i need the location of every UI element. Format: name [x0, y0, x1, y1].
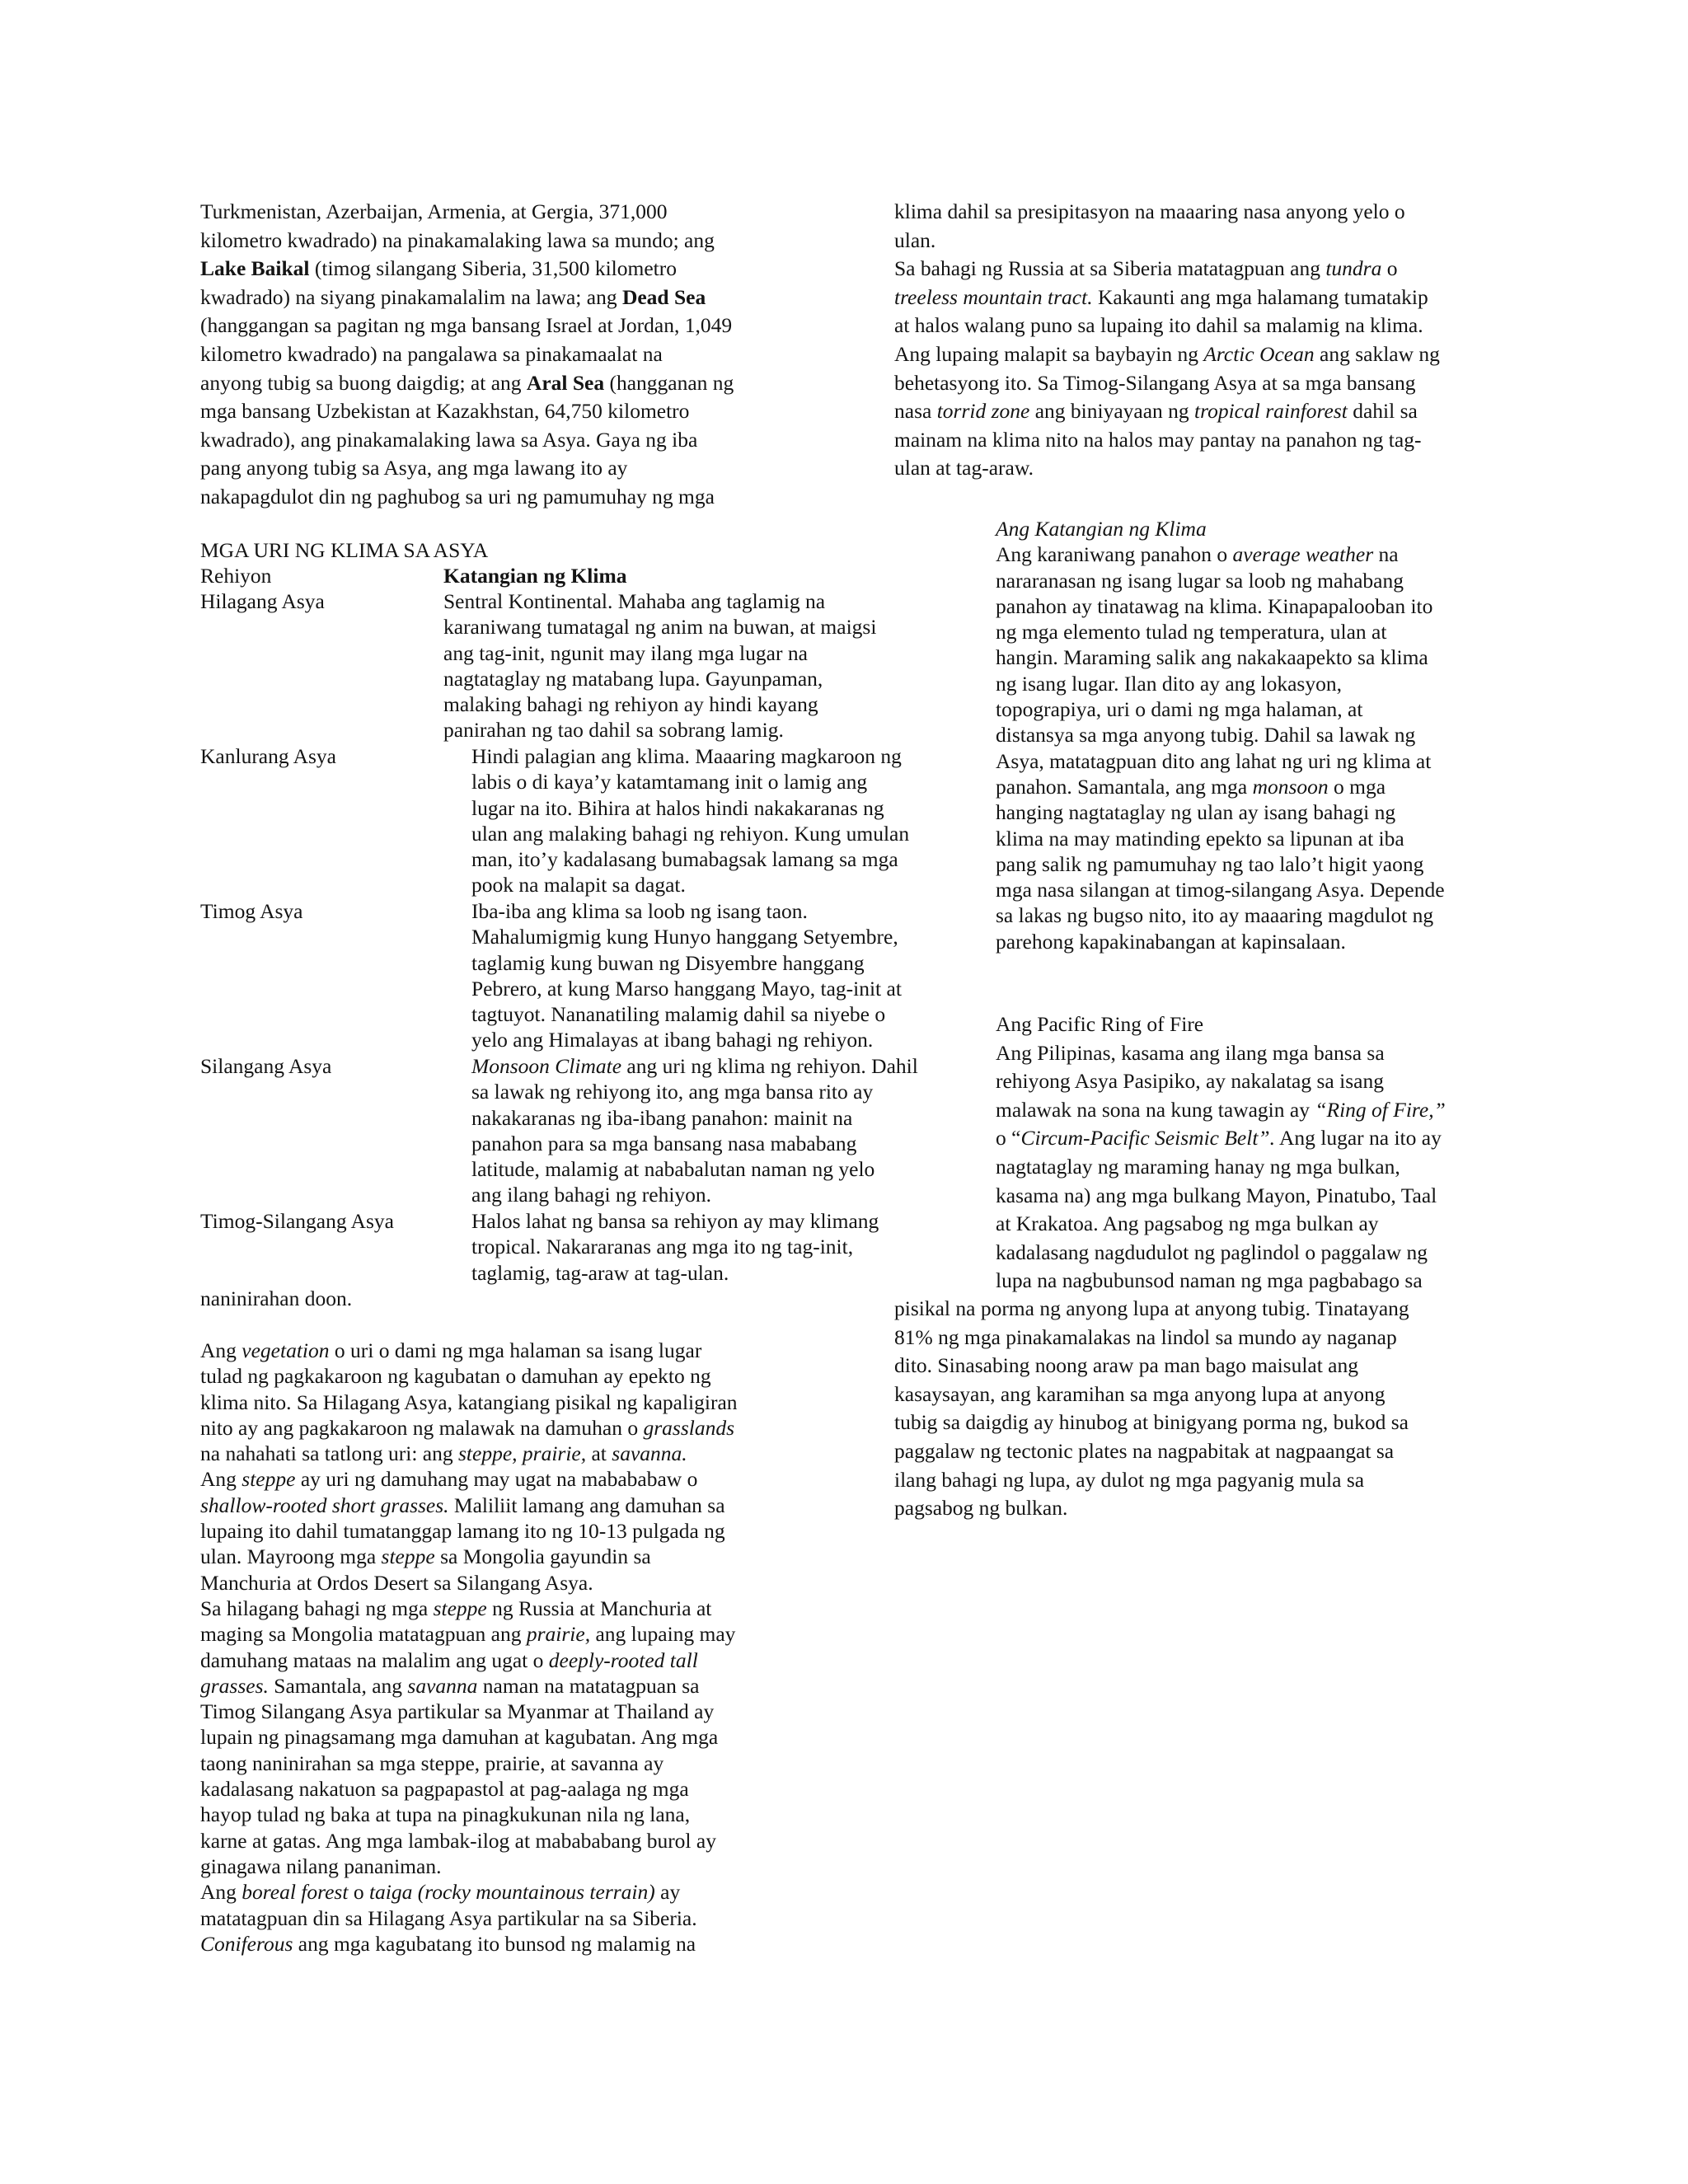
text-line: rehiyong Asya Pasipiko, ay nakalatag sa isang — [996, 1069, 1384, 1094]
text-line: mga bansang Uzbekistan at Kazakhstan, 64,750 kilometro — [200, 399, 690, 424]
text-line: ulan at tag-araw. — [894, 456, 1034, 480]
text-line: panahon. Samantala, ang mga monsoon o mga — [996, 774, 1386, 799]
text-line: dito. Sinasabing noong araw pa man bago maisulat ang — [894, 1353, 1359, 1378]
text-line: Ang Pilipinas, kasama ang ilang mga bansa sa — [996, 1040, 1385, 1065]
lakes-paragraph — [200, 198, 843, 512]
text-line: sa lakas ng bugso nito, ito ay maaaring magdulot ng — [996, 903, 1434, 928]
region-description: Hindi palagian ang klima. Maaaring magkaroon ng labis o di kaya’y katamtamang init o lamig ang lugar na ito. Bihira at halos hindi nakakaranas ng ulan ang malaking bahagi ng rehiyon. Kung umulan man, ito’y kadalasang bumabagsak lamang sa mga pook na malapit sa dagat. — [471, 744, 910, 898]
continuation-line: naninirahan doon. — [200, 1286, 353, 1310]
text-line: nasa torrid zone ang biniyayaan ng tropical rainforest dahil sa — [894, 399, 1418, 424]
vegetation-paragraph — [200, 1338, 843, 1957]
text-line: lupain ng pinagsamang mga damuhan at kagubatan. Ang mga — [200, 1725, 719, 1750]
text-line: treeless mountain tract. Kakaunti ang mga halamang tumatakip — [894, 284, 1428, 309]
text-line: Ang boreal forest o taiga (rocky mountainous terrain) ay — [200, 1880, 681, 1905]
text-line: malawak na sona na kung tawagin ay “Ring of Fire,” — [996, 1097, 1446, 1122]
column-header-feature: Katangian ng Klima — [443, 564, 627, 588]
text-line: Ang vegetation o uri o dami ng mga halaman sa isang lugar — [200, 1338, 702, 1362]
text-line: behetasyong ito. Sa Timog-Silangang Asya at sa mga bansang — [894, 370, 1416, 395]
tundra-paragraph — [894, 198, 1521, 483]
text-line: pisikal na porma ng anyong lupa at anyong tubig. Tinatayang — [894, 1296, 1409, 1320]
text-line: nagtataglay ng maraming hanay ng mga bulkan, — [996, 1154, 1400, 1179]
text-line: at halos walang puno sa lupaing ito dahil sa malamig na klima. — [894, 313, 1423, 338]
text-line: nakapagdulot din ng paghubog sa uri ng pamumuhay ng mga — [200, 484, 715, 509]
text-line: o “Circum-Pacific Seismic Belt”. Ang lugar na ito ay — [996, 1126, 1442, 1151]
region-description: Sentral Kontinental. Mahaba ang taglamig na karaniwang tumatagal ng anim na buwan, at maigsi ang tag-init, ngunit may ilang mga lugar na nagtataglay ng matabang lupa. Gayunpaman, malaking bahagi ng rehiyon ay hindi kayang panirahan ng tao dahil sa sobrang lamig. — [443, 589, 877, 743]
text-line: damuhang mataas na malalim ang ugat o deeply-rooted tall — [200, 1647, 698, 1672]
text-line: paggalaw ng tectonic plates na nagpabitak at nagpaangat sa — [894, 1438, 1395, 1463]
lake-baikal-term: Lake Baikal — [200, 256, 310, 281]
region-description: Halos lahat ng bansa sa rehiyon ay may klimang tropical. Nakararanas ang mga ito ng tag-init, taglamig, tag-araw at tag-ulan. — [471, 1209, 879, 1285]
text-line: nararanasan ng isang lugar sa loob ng mahabang — [996, 568, 1404, 593]
section-heading: Ang Katangian ng Klima — [996, 517, 1207, 541]
text-line: mainam na klima nito na halos may pantay na panahon ng tag- — [894, 427, 1422, 452]
text-line: grasses. Samantala, ang savanna naman na matatagpuan sa — [200, 1673, 700, 1698]
region-name: Timog Asya — [200, 899, 303, 923]
text-line: mga nasa silangan at timog-silangang Asya. Depende — [996, 878, 1445, 902]
text-line: hanging nagtataglay ng ulan ay isang bahagi ng — [996, 800, 1396, 825]
text-line: kasaysayan, ang karamihan sa mga anyong lupa at anyong — [894, 1381, 1386, 1406]
text-line: ng mga elemento tulad ng temperatura, ulan at — [996, 620, 1387, 644]
text-line: kadalasang nagdudulot ng paglindol o paggalaw ng — [996, 1240, 1428, 1264]
text-line: tubig sa daigdig ay hinubog at binigyang porma ng, bukod sa — [894, 1410, 1409, 1435]
text-line: taong naninirahan sa mga steppe, prairie, at savanna ay — [200, 1750, 664, 1775]
text-line: at Krakatoa. Ang pagsabog ng mga bulkan ay — [996, 1212, 1379, 1236]
text-line: Coniferous ang mga kagubatang ito bunsod ng malamig na — [200, 1931, 696, 1956]
region-name: Timog-Silangang Asya — [200, 1209, 394, 1233]
text-line: Manchuria at Ordos Desert sa Silangang Asya. — [200, 1570, 593, 1595]
text-line: tulad ng pagkakaroon ng kagubatan o damuhan ay epekto ng — [200, 1364, 711, 1389]
region-name: Hilagang Asya — [200, 589, 325, 613]
text-line: kasama na) ang mga bulkang Mayon, Pinatubo, Taal — [996, 1183, 1437, 1207]
text-line: ginagawa nilang pananiman. — [200, 1854, 442, 1878]
text-line: nito ay ang pagkakaroon ng malawak na damuhan o grasslands — [200, 1415, 734, 1440]
text-line: pagsabog ng bulkan. — [894, 1496, 1068, 1521]
dead-sea-term: Dead Sea — [621, 284, 706, 309]
text-line: lupaing ito dahil tumatanggap lamang ito ng 10-13 pulgada ng — [200, 1519, 725, 1544]
text-line: hangin. Maraming salik ang nakakaapekto sa klima — [996, 645, 1428, 670]
section-heading: Ang Pacific Ring of Fire — [996, 1012, 1204, 1036]
text-line: topograpiya, uri o dami ng mga halaman, at — [996, 697, 1363, 722]
region-name: Kanlurang Asya — [200, 744, 337, 768]
text-line: Asya, matatagpuan dito ang lahat ng uri ng klima at — [996, 748, 1432, 773]
text-line: ulan. — [894, 227, 936, 252]
text-line: klima dahil sa presipitasyon na maaaring nasa anyong yelo o — [894, 199, 1405, 223]
text-line: ulan. Mayroong mga steppe sa Mongolia gayundin sa — [200, 1544, 651, 1569]
text-line: kilometro kwadrado) na pinakamalaking lawa sa mundo; ang — [200, 227, 715, 252]
text-line: klima nito. Sa Hilagang Asya, katangiang pisikal ng kapaligiran — [200, 1390, 738, 1414]
climate-table-title: MGA URI NG KLIMA SA ASYA — [200, 538, 489, 562]
text-line: pang anyong tubig sa Asya, ang mga lawang ito ay — [200, 456, 628, 480]
region-description: Iba-iba ang klima sa loob ng isang taon. Mahalumigmig kung Hunyo hanggang Setyembre, taglamig kung buwan ng Disyembre hanggang Pebrero, at kung Marso hanggang Mayo, tag-init at tagtuyot. Nananatiling malamig dahil sa niyebe o yelo ang Himalayas at ibang bahagi ng rehiyon. — [471, 899, 902, 1052]
text-line: 81% ng mga pinakamalakas na lindol sa mundo ay naganap — [894, 1324, 1397, 1349]
text-line: lupa na nagbubunsod naman ng mga pagbabago sa — [996, 1268, 1423, 1293]
text-line: Sa bahagi ng Russia at sa Siberia matatagpuan ang tundra o — [894, 256, 1398, 281]
text-line: (hanggangan sa pagitan ng mga bansang Israel at Jordan, 1,049 — [200, 313, 733, 338]
region-description: Monsoon Climate ang uri ng klima ng rehiyon. Dahil sa lawak ng rehiyong ito, ang mga bansa rito ay nakakaranas ng iba-ibang panahon: mainit na panahon para sa mga bansang nasa mababang latitude, malamig at nababalutan naman ng yelo ang ilang bahagi ng rehiyon. — [471, 1054, 918, 1207]
text-line: maging sa Mongolia matatagpuan ang prairie, ang lupaing may — [200, 1622, 736, 1647]
region-name: Silangang Asya — [200, 1054, 332, 1078]
aral-sea-term: Aral Sea — [526, 370, 605, 395]
text-line: Ang karaniwang panahon o average weather na — [996, 542, 1399, 567]
text-line: na nahahati sa tatlong uri: ang steppe, prairie, at savanna. — [200, 1441, 687, 1466]
text-line: klima na may matinding epekto sa lipunan at iba — [996, 826, 1404, 851]
text-line: panahon ay tinatawag na klima. Kinapapalooban ito — [996, 593, 1433, 618]
text-line: Ang steppe ay uri ng damuhang may ugat na mabababaw o — [200, 1467, 698, 1492]
text-line: Lake Baikal (timog silangang Siberia, 31,500 kilometro — [200, 256, 677, 281]
text-line: Ang lupaing malapit sa baybayin ng Arctic Ocean ang saklaw ng — [894, 341, 1440, 366]
text-line: matatagpuan din sa Hilagang Asya partikular na sa Siberia. — [200, 1905, 697, 1930]
vegetation-term: vegetation — [241, 1338, 330, 1362]
column-header-region: Rehiyon — [200, 564, 272, 588]
text-line: kwadrado) na siyang pinakamalalim na lawa; ang Dead Sea — [200, 284, 706, 309]
text-line: karne at gatas. Ang mga lambak-ilog at mabababang burol ay — [200, 1828, 716, 1853]
text-line: kadalasang nakatuon sa pagpapastol at pag-aalaga ng mga — [200, 1777, 689, 1802]
text-line: Timog Silangang Asya partikular sa Myanmar at Thailand ay — [200, 1699, 715, 1724]
text-line: parehong kapakinabangan at kapinsalaan. — [996, 929, 1346, 954]
text-line: hayop tulad ng baka at tupa na pinagkukunan nila ng lana, — [200, 1802, 691, 1827]
text-line: Turkmenistan, Azerbaijan, Armenia, at Gergia, 371,000 — [200, 199, 668, 223]
climate-characteristics-section — [996, 516, 1523, 954]
text-line: Sa hilagang bahagi ng mga steppe ng Russia at Manchuria at — [200, 1596, 712, 1620]
text-line: pang salik ng pamumuhay ng tao lalo’t higit yaong — [996, 851, 1424, 876]
text-line: shallow-rooted short grasses. Maliliit lamang ang damuhan sa — [200, 1493, 725, 1517]
text-line: distansya sa mga anyong tubig. Dahil sa lawak ng — [996, 723, 1416, 748]
text-line: kwadrado), ang pinakamalaking lawa sa Asya. Gaya ng iba — [200, 427, 698, 452]
text-line: kilometro kwadrado) na pangalawa sa pinakamaalat na — [200, 341, 663, 366]
text-line: anyong tubig sa buong daigdig; at ang Aral Sea (hangganan ng — [200, 370, 734, 395]
ring-of-fire-continuation — [894, 1295, 1529, 1523]
text-line: ilang bahagi ng lupa, ay dulot ng mga pagyanig mula sa — [894, 1467, 1365, 1492]
ring-of-fire-section — [996, 1010, 1523, 1296]
text-line: ng isang lugar. Ilan dito ay ang lokasyon, — [996, 671, 1342, 696]
